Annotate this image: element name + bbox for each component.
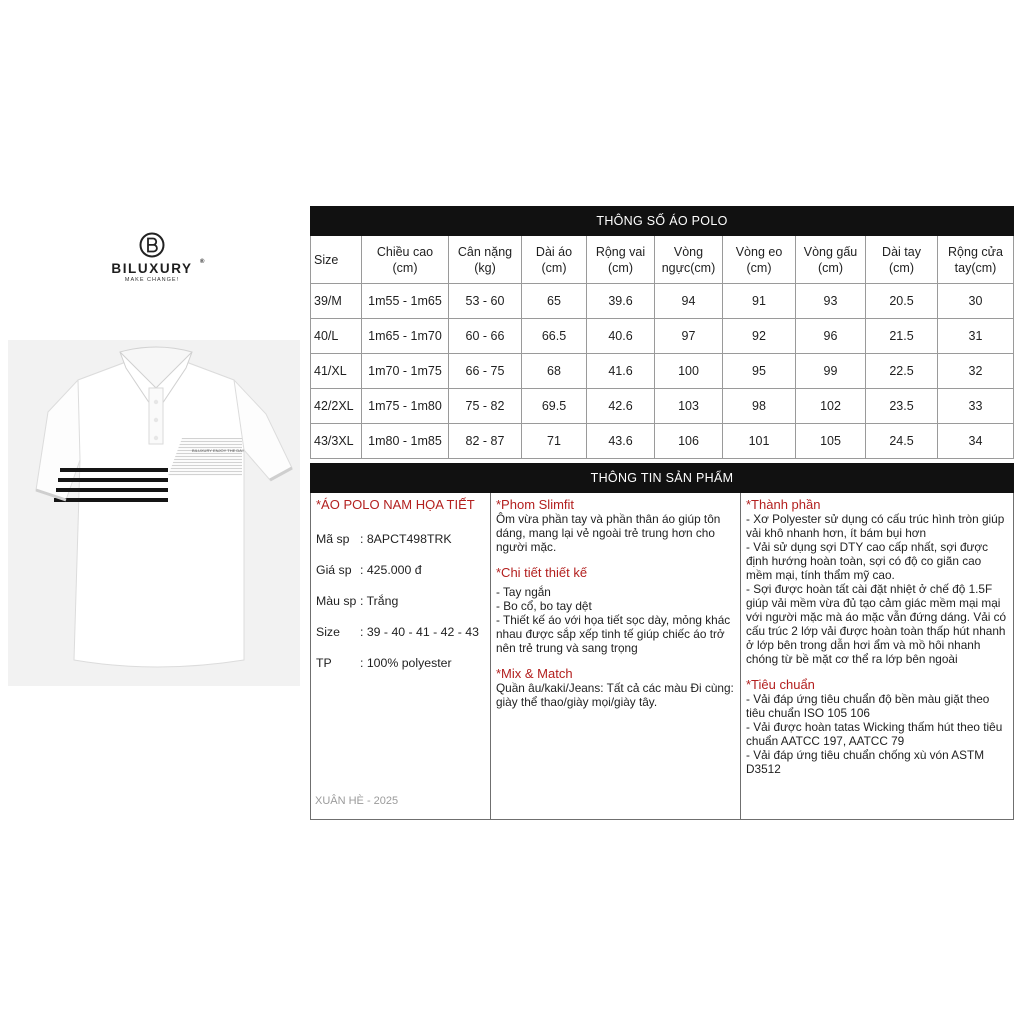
size-table-header: Size xyxy=(311,236,362,284)
size-table-header: Vòng gấu (cm) xyxy=(796,236,866,284)
standards-item: - Vải đáp ứng tiêu chuẩn độ bền màu giặt theo tiêu chuẩn ISO 105 106 xyxy=(746,692,990,720)
size-table-cell: 40.6 xyxy=(587,319,655,354)
form-heading: *Phom Slimfit xyxy=(496,497,575,512)
size-table-cell: 30 xyxy=(938,284,1014,319)
size-table-row xyxy=(311,354,1014,389)
composition-item: - Xơ Polyester sử dụng có cấu trúc hình tròn giúp vải khô nhanh hơn, ít bám bụi hơn xyxy=(746,512,1005,540)
season-label: XUÂN HÈ - 2025 xyxy=(315,795,399,807)
size-table-cell: 98 xyxy=(723,389,796,424)
size-table-cell: 24.5 xyxy=(866,424,938,459)
size-table-cell: 100 xyxy=(655,354,723,389)
size-cell: 41/XL xyxy=(311,354,362,389)
size-cell: 43/3XL xyxy=(311,424,362,459)
size-table-cell: 1m70 - 1m75 xyxy=(362,354,449,389)
product-info-title: THÔNG TIN SẢN PHẨM xyxy=(311,464,1014,493)
size-table-cell: 43.6 xyxy=(587,424,655,459)
size-table-cell: 96 xyxy=(796,319,866,354)
product-detail-row: Giá sp : 425.000 đ xyxy=(316,563,422,577)
size-table-cell: 94 xyxy=(655,284,723,319)
size-table-cell: 34 xyxy=(938,424,1014,459)
standards-item: - Vải đáp ứng tiêu chuẩn chống xù vón ASTM D3512 xyxy=(746,748,985,776)
size-table-cell: 33 xyxy=(938,389,1014,424)
size-table-cell: 39.6 xyxy=(587,284,655,319)
size-table-cell: 23.5 xyxy=(866,389,938,424)
size-table-cell: 99 xyxy=(796,354,866,389)
size-table-cell: 71 xyxy=(522,424,587,459)
size-table-cell: 82 - 87 xyxy=(449,424,522,459)
info-column-material xyxy=(741,493,1014,820)
composition-item: - Sợi được hoàn tất cài đặt nhiệt ở chế độ 1.5F xyxy=(746,582,993,596)
size-table-cell: 21.5 xyxy=(866,319,938,354)
composition-heading: *Thành phần xyxy=(746,497,821,512)
size-table-cell: 1m65 - 1m70 xyxy=(362,319,449,354)
size-table-cell: 105 xyxy=(796,424,866,459)
size-table-cell: 69.5 xyxy=(522,389,587,424)
size-table-cell: 60 - 66 xyxy=(449,319,522,354)
size-table-cell: 75 - 82 xyxy=(449,389,522,424)
form-text: Ôm vừa phần tay và phần thân áo giúp tôn dáng, mang lại vẻ ngoài trẻ trung hơn cho người mặc. xyxy=(496,512,721,554)
size-table xyxy=(310,206,1014,459)
size-table-row xyxy=(311,319,1014,354)
size-table-title: THÔNG SỐ ÁO POLO xyxy=(311,207,1014,236)
size-table-cell: 65 xyxy=(522,284,587,319)
product-detail-row: Mã sp : 8APCT498TRK xyxy=(316,532,452,546)
size-table-cell: 1m55 - 1m65 xyxy=(362,284,449,319)
size-table-cell: 1m80 - 1m85 xyxy=(362,424,449,459)
size-table-row xyxy=(311,389,1014,424)
size-table-cell: 103 xyxy=(655,389,723,424)
size-table-header: Chiều cao (cm) xyxy=(362,236,449,284)
product-detail-row: TP : 100% polyester xyxy=(316,656,452,670)
size-table-cell: 31 xyxy=(938,319,1014,354)
standards-item: - Vải được hoàn tatas Wicking thấm hút theo tiêu chuẩn AATCC 197, AATCC 79 xyxy=(746,720,1003,748)
size-table-cell: 91 xyxy=(723,284,796,319)
info-column-basic xyxy=(311,493,491,820)
design-details-heading: *Chi tiết thiết kế xyxy=(496,565,588,580)
logo-b-icon xyxy=(139,232,165,258)
info-column-design xyxy=(491,493,741,820)
size-table-cell: 20.5 xyxy=(866,284,938,319)
size-table-cell: 97 xyxy=(655,319,723,354)
size-table-header: Vòng eo (cm) xyxy=(723,236,796,284)
standards-heading: *Tiêu chuẩn xyxy=(746,677,815,692)
size-table-cell: 95 xyxy=(723,354,796,389)
size-cell: 40/L xyxy=(311,319,362,354)
brand-logo xyxy=(92,232,212,292)
design-detail-item: - Bo cổ, bo tay dệt xyxy=(496,599,592,613)
composition-item: giúp vải mềm vừa đủ tạo cảm giác mềm mại mại với người mặc mà áo mặc vẫn đứng dáng. Vải có cấu trúc 2 lớp vải được hoàn toàn thấp hút nhanh ở lớp bên trong dẫn hơi ẩm và mồ hôi nhanh chóng từ bề mặt cơ thể ra lớp bên ngoài xyxy=(746,596,1007,666)
size-table-cell: 106 xyxy=(655,424,723,459)
size-table-cell: 42.6 xyxy=(587,389,655,424)
design-detail-item: - Tay ngắn xyxy=(496,585,551,599)
polo-shirt-illustration xyxy=(8,340,300,686)
brand-name: BILUXURY ® xyxy=(111,259,206,276)
product-photo xyxy=(8,340,300,686)
size-table-cell: 101 xyxy=(723,424,796,459)
size-table-cell: 102 xyxy=(796,389,866,424)
product-detail-row: Màu sp : Trắng xyxy=(316,594,399,608)
size-table-cell: 22.5 xyxy=(866,354,938,389)
size-table-cell: 1m75 - 1m80 xyxy=(362,389,449,424)
size-table-header: Dài áo (cm) xyxy=(522,236,587,284)
size-cell: 42/2XL xyxy=(311,389,362,424)
size-table-row xyxy=(311,284,1014,319)
mix-match-text: Quần âu/kaki/Jeans: Tất cả các màu Đi cùng: giày thể thao/giày mọi/giày tây. xyxy=(496,681,734,709)
design-detail-item: - Thiết kế áo với họa tiết sọc dày, mỏng khác nhau được sắp xếp tinh tế giúp chiếc áo trở nên trẻ trung và sang trọng xyxy=(496,613,731,655)
size-table-header: Vòng ngực(cm) xyxy=(655,236,723,284)
size-table-header: Cân nặng (kg) xyxy=(449,236,522,284)
mix-match-heading: *Mix & Match xyxy=(496,666,573,681)
size-cell: 39/M xyxy=(311,284,362,319)
size-table-cell: 66 - 75 xyxy=(449,354,522,389)
product-detail-row: Size : 39 - 40 - 41 - 42 - 43 xyxy=(316,625,479,639)
composition-item: - Vải sử dụng sợi DTY cao cấp nhất, sợi được định hướng hoàn toàn, sợi có độ co giãn cao mềm mại, tính thẩm mỹ cao. xyxy=(746,540,989,582)
size-table-header: Rộng vai (cm) xyxy=(587,236,655,284)
chest-label: BILUXURY ENJOY THE DAY xyxy=(192,448,245,453)
size-table-cell: 92 xyxy=(723,319,796,354)
brand-tagline: MAKE CHANGE! xyxy=(124,277,180,283)
size-table-row xyxy=(311,424,1014,459)
size-table-header: Dài tay (cm) xyxy=(866,236,938,284)
size-table-cell: 53 - 60 xyxy=(449,284,522,319)
size-table-header: Rộng cửa tay(cm) xyxy=(938,236,1014,284)
size-table-cell: 66.5 xyxy=(522,319,587,354)
size-table-cell: 41.6 xyxy=(587,354,655,389)
size-table-cell: 93 xyxy=(796,284,866,319)
product-name: *ÁO POLO NAM HỌA TIẾT xyxy=(316,497,475,512)
product-info-table xyxy=(310,463,1014,820)
size-table-cell: 32 xyxy=(938,354,1014,389)
size-table-cell: 68 xyxy=(522,354,587,389)
